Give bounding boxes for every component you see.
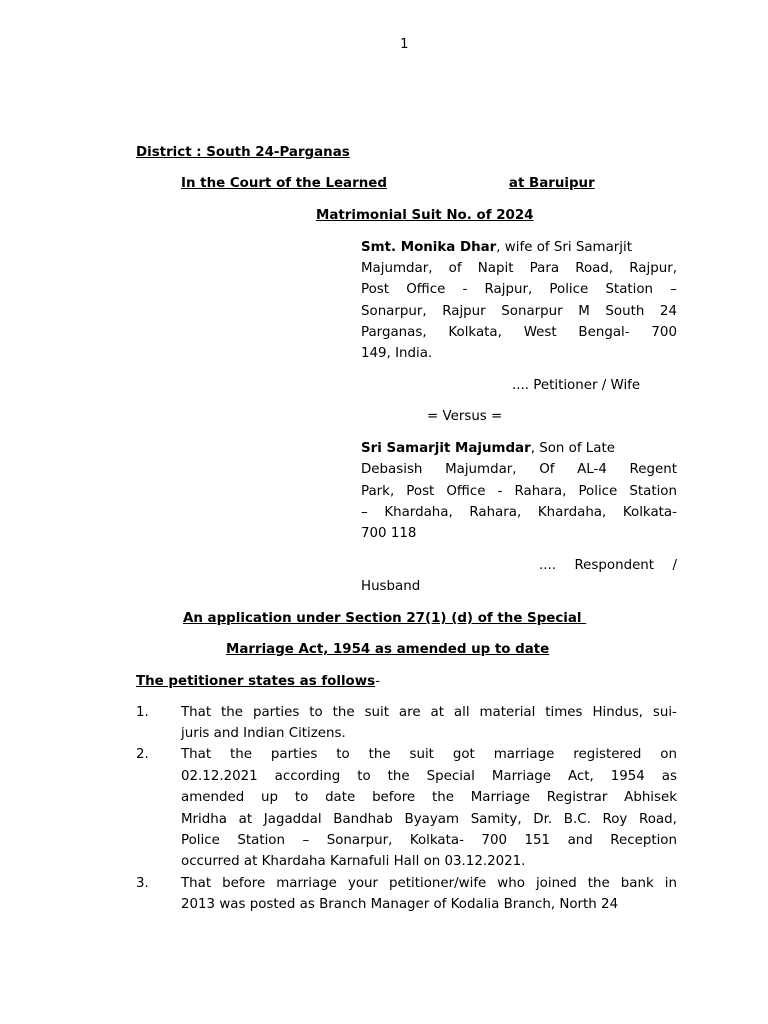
paragraph-2-line-6: occurred at Khardaha Karnafuli Hall on 03.12.2021. bbox=[181, 854, 526, 869]
word: the bbox=[368, 747, 391, 762]
word: and bbox=[567, 833, 593, 848]
word: parties bbox=[252, 705, 300, 720]
word: to bbox=[357, 769, 371, 784]
word: West bbox=[523, 325, 557, 340]
word: – bbox=[361, 505, 368, 520]
word: – bbox=[670, 282, 677, 297]
word: marriage bbox=[493, 747, 555, 762]
states-heading bbox=[136, 674, 380, 690]
paragraph-3-number: 3. bbox=[136, 876, 149, 891]
word: in bbox=[664, 876, 677, 891]
word: on bbox=[660, 747, 677, 762]
word: Byayam bbox=[404, 812, 460, 827]
respondent-role-line-2: Husband bbox=[361, 579, 421, 594]
states-heading-dash: - bbox=[375, 674, 380, 689]
word: registered bbox=[573, 747, 642, 762]
word: Sonarpur, bbox=[361, 304, 427, 319]
word: parties bbox=[270, 747, 318, 762]
word: Abhisek bbox=[624, 790, 677, 805]
paragraph-1-line-1 bbox=[181, 705, 677, 721]
word: according bbox=[274, 769, 341, 784]
word: your bbox=[347, 876, 379, 891]
word: B.C. bbox=[563, 812, 591, 827]
district-heading: District : South 24-Parganas bbox=[136, 145, 350, 160]
court-suffix: at Baruipur bbox=[508, 176, 595, 191]
word: Bandhab bbox=[333, 812, 393, 827]
word: AL-4 bbox=[577, 462, 607, 477]
word: Samity, bbox=[470, 812, 522, 827]
word: Rajpur, bbox=[484, 282, 533, 297]
word: Act, bbox=[567, 769, 594, 784]
word: at bbox=[238, 812, 253, 827]
petitioner-line-2 bbox=[361, 261, 677, 277]
word: 02.12.2021 bbox=[181, 769, 258, 784]
word: as bbox=[661, 769, 677, 784]
word: Majumdar, bbox=[445, 462, 517, 477]
petitioner-line-6: 149, India. bbox=[361, 346, 433, 361]
word: Rahara, bbox=[514, 484, 567, 499]
word: bank bbox=[620, 876, 654, 891]
word: at bbox=[430, 705, 444, 720]
word: Office bbox=[446, 484, 486, 499]
word: That bbox=[181, 876, 212, 891]
word: sui- bbox=[652, 705, 677, 720]
word: Dr. bbox=[533, 812, 553, 827]
word: the bbox=[221, 705, 244, 720]
court-heading bbox=[181, 176, 595, 192]
word: before bbox=[372, 790, 416, 805]
word: Regent bbox=[629, 462, 677, 477]
paragraph-2-line-1 bbox=[181, 747, 677, 763]
court-blank bbox=[387, 176, 509, 192]
application-title-line-2: Marriage Act, 1954 as amended up to date bbox=[226, 642, 550, 657]
word: 151 bbox=[524, 833, 551, 848]
court-prefix: In the Court of the Learned bbox=[181, 176, 387, 191]
versus-label: = Versus = bbox=[427, 409, 503, 424]
petitioner-name: Smt. Monika Dhar bbox=[361, 240, 497, 255]
word: Para bbox=[529, 261, 560, 276]
word: to bbox=[336, 747, 350, 762]
word: 700 bbox=[651, 325, 677, 340]
word: Office bbox=[406, 282, 446, 297]
word: - bbox=[497, 484, 503, 499]
petitioner-line-3 bbox=[361, 282, 677, 298]
word: Bengal- bbox=[578, 325, 630, 340]
word: amended bbox=[181, 790, 245, 805]
word: / bbox=[672, 558, 677, 573]
word: Station bbox=[629, 484, 677, 499]
paragraph-1-line-2: juris and Indian Citizens. bbox=[181, 726, 346, 741]
petitioner-line-5 bbox=[361, 325, 677, 341]
word: Sonarpur, bbox=[326, 833, 393, 848]
word: Sonarpur bbox=[501, 304, 563, 319]
word: to bbox=[309, 705, 323, 720]
word: Napit bbox=[477, 261, 514, 276]
respondent-line-5: 700 118 bbox=[361, 526, 417, 541]
word: Mridha bbox=[181, 812, 227, 827]
word: 700 bbox=[481, 833, 507, 848]
respondent-role-line-1 bbox=[539, 558, 677, 574]
paragraph-2-number: 2. bbox=[136, 747, 149, 762]
word: M bbox=[578, 304, 590, 319]
word: petitioner/wife bbox=[389, 876, 487, 891]
word: Road, bbox=[639, 812, 677, 827]
word: times bbox=[545, 705, 583, 720]
application-title-line-1: An application under Section 27(1) (d) of the Special bbox=[183, 611, 587, 626]
word: – bbox=[302, 833, 310, 848]
word: suit bbox=[409, 747, 434, 762]
word: Registrar bbox=[546, 790, 608, 805]
word: the bbox=[431, 790, 454, 805]
word: all bbox=[453, 705, 470, 720]
word: 24 bbox=[659, 304, 677, 319]
word: material bbox=[479, 705, 536, 720]
word: That bbox=[181, 747, 212, 762]
word: the bbox=[230, 747, 253, 762]
word: Marriage bbox=[491, 769, 552, 784]
paragraph-1-number: 1. bbox=[136, 705, 149, 720]
word: - bbox=[462, 282, 468, 297]
word: who bbox=[497, 876, 525, 891]
word: That bbox=[181, 705, 212, 720]
paragraph-2-line-3 bbox=[181, 790, 677, 806]
word: Parganas, bbox=[361, 325, 427, 340]
word: marriage bbox=[276, 876, 337, 891]
paragraph-3-line-1 bbox=[181, 876, 677, 892]
word: Road, bbox=[575, 261, 614, 276]
word: Police bbox=[181, 833, 220, 848]
states-heading-text: The petitioner states as follows bbox=[136, 674, 376, 689]
word: Kolkata- bbox=[622, 505, 677, 520]
word: the bbox=[332, 705, 355, 720]
respondent-line-2 bbox=[361, 462, 677, 478]
word: Kolkata- bbox=[409, 833, 464, 848]
page-number: 1 bbox=[400, 37, 409, 52]
word: Of bbox=[539, 462, 555, 477]
paragraph-2-line-4 bbox=[181, 812, 677, 828]
word: .... bbox=[539, 558, 557, 573]
paragraph-3-line-2: 2013 was posted as Branch Manager of Kodalia Branch, North 24 bbox=[181, 897, 619, 912]
word: Park, bbox=[361, 484, 395, 499]
word: Roy bbox=[602, 812, 628, 827]
word: Khardaha, bbox=[384, 505, 453, 520]
word: Post bbox=[406, 484, 435, 499]
suit-number: Matrimonial Suit No. of 2024 bbox=[316, 208, 534, 223]
word: joined bbox=[535, 876, 577, 891]
paragraph-2-line-2 bbox=[181, 769, 677, 785]
respondent-name: Sri Samarjit Majumdar bbox=[361, 441, 531, 456]
word: of bbox=[448, 261, 462, 276]
word: Reception bbox=[610, 833, 677, 848]
word: Police bbox=[578, 484, 618, 499]
word: to bbox=[294, 790, 309, 805]
petitioner-role: .... Petitioner / Wife bbox=[512, 378, 641, 393]
word: Respondent bbox=[574, 558, 655, 573]
word: South bbox=[605, 304, 645, 319]
word: Special bbox=[426, 769, 475, 784]
word: the bbox=[587, 876, 610, 891]
word: before bbox=[222, 876, 266, 891]
respondent-line-4 bbox=[361, 505, 677, 521]
word: Kolkata, bbox=[448, 325, 502, 340]
paragraph-2-line-5 bbox=[181, 833, 677, 849]
word: got bbox=[452, 747, 475, 762]
word: up bbox=[261, 790, 279, 805]
word: 1954 bbox=[610, 769, 645, 784]
petitioner-line-4 bbox=[361, 304, 677, 320]
word: Rajpur, bbox=[629, 261, 677, 276]
respondent-line-3 bbox=[361, 484, 677, 500]
word: Majumdar, bbox=[361, 261, 433, 276]
petitioner-line-1-rest: , wife of Sri Samarjit bbox=[496, 240, 632, 255]
word: Station bbox=[605, 282, 654, 297]
word: Police bbox=[549, 282, 589, 297]
word: Station bbox=[237, 833, 285, 848]
respondent-line-1-rest: , Son of Late bbox=[530, 441, 615, 456]
word: Rahara, bbox=[469, 505, 522, 520]
petitioner-line-1 bbox=[361, 240, 632, 256]
word: are bbox=[398, 705, 421, 720]
respondent-line-1 bbox=[361, 441, 615, 457]
word: Marriage bbox=[470, 790, 530, 805]
word: Khardaha, bbox=[537, 505, 607, 520]
word: the bbox=[387, 769, 410, 784]
word: Post bbox=[361, 282, 390, 297]
word: Debasish bbox=[361, 462, 423, 477]
word: Jagaddal bbox=[263, 812, 322, 827]
word: Hindus, bbox=[592, 705, 643, 720]
word: date bbox=[325, 790, 356, 805]
word: Rajpur bbox=[442, 304, 486, 319]
word: suit bbox=[364, 705, 389, 720]
